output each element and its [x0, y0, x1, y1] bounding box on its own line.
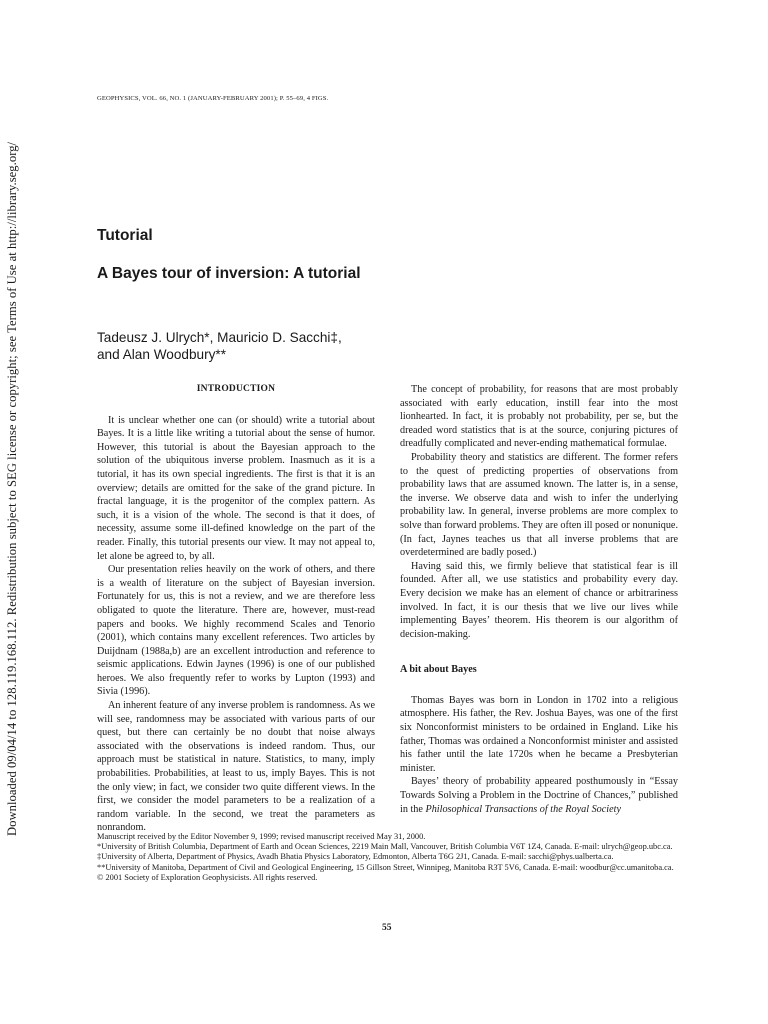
- copyright-notice: © 2001 Society of Exploration Geophysicists. All rights reserved.: [97, 872, 318, 882]
- paragraph: The concept of probability, for reasons that are most probably associated with early education, instill fear into the most lionhearted. In fact, it is probably not probability, per se, but the dreaded word statistics that is at the source, conjuring pictures of dreadfully complicated and never-ending mathematical formulae.: [400, 384, 678, 450]
- paragraph: An inherent feature of any inverse problem is randomness. As we will see, randomness may be associated with various parts of our quest, but there can certainly be no doubt that noise always associated with the observations is indeed random. Thus, our approach must be statistical in nature. Statistics, to many, imply probabilities. Probabilities, at least to us, imply Bayes. This is not the only view; in fact, we consider two quite different views. In the first, we consider the model parameters to be a realization of a random variable. In the second, we treat the parameters as nonrandom.: [97, 700, 375, 834]
- paragraph: Our presentation relies heavily on the work of others, and there is a wealth of literature on the subject of Bayesian inversion. Fortunately for us, this is not a review, and we are therefore less obligated to quote the literature. There are, however, must-read papers and books. We highly recommend Scales and Tenorio (2001), which contains many excellent references. Two articles by Duijdnam (1988a,b) are an excellent introduction and reference to seismic applications. Edwin Jaynes (1996) is one of our published heroes. We also frequently refer to works by Lupton (1993) and Sivia (1996).: [97, 564, 375, 698]
- footnote: ‡University of Alberta, Department of Physics, Avadh Bhatia Physics Laboratory, Edmonton, Alberta T6G 2J1, Canada. E-mail: sacchi@phys.ualberta.ca.: [97, 852, 614, 862]
- paragraph: [400, 775, 678, 816]
- left-column: [97, 383, 375, 835]
- paragraph-text: Bayes’ theory of probability appeared posthumously in “Essay Towards Solving a Problem in the Doctrine of Chances,” published in the: [400, 776, 678, 815]
- journal-name: Philosophical Transactions of the Royal Society: [425, 803, 621, 815]
- journal-header: GEOPHYSICS, VOL. 66, NO. 1 (JANUARY-FEBRUARY 2001); P. 55–69, 4 FIGS.: [97, 95, 329, 102]
- introduction-heading: INTRODUCTION: [196, 384, 276, 394]
- download-notice: [0, 0, 22, 1024]
- bayes-subheading: A bit about Bayes: [400, 664, 477, 676]
- footnote: Manuscript received by the Editor November 9, 1999; revised manuscript received May 31, 2000.: [97, 832, 426, 841]
- author-list: [97, 329, 342, 363]
- footnote: *University of British Columbia, Department of Earth and Ocean Sciences, 2219 Main Mall, Vancouver, British Columbia V6T 1Z4, Canada. E-mail: ulrych@geop.ubc.ca.: [97, 842, 673, 852]
- article-title: A Bayes tour of inversion: A tutorial: [97, 265, 361, 282]
- footnotes: [97, 832, 680, 883]
- paragraph: Thomas Bayes was born in London in 1702 into a religious atmosphere. His father, the Rev. Joshua Bayes, was one of the first six Nonconformist ministers to be ordained in England. Like his father, Thomas was ordained a Nonconformist minister and assisted his father until the late 1720s when he became a Presbyterian minister.: [400, 694, 678, 774]
- paragraph: It is unclear whether one can (or should) write a tutorial about Bayes. It is a little like writing a tutorial about the sense of humor. However, this tutorial is about the Bayesian approach to the solution of the ubiquitous inverse problem. Inasmuch as it is a tutorial, it has its own special ingredients. The first is that it is an overview; details are omitted for the sake of the grand picture. In fractal language, it is the progenitor of the complex pattern. As such, it is a vision of the whole. The second is that it does, of necessity, assume some ill-defined knowledge on the part of the reader. Finally, this tutorial presents our view. It may not appeal to, let alone be agreed to, by all.: [97, 414, 375, 562]
- download-notice-text: Downloaded 09/04/14 to 128.119.168.112. Redistribution subject to SEG license or copyright; see Terms of Use at http://library.seg.org/: [5, 141, 19, 836]
- section-label: Tutorial: [97, 227, 153, 244]
- right-column: [400, 383, 678, 816]
- footnote: **University of Manitoba, Department of Civil and Geological Engineering, 15 Gillson Street, Winnipeg, Manitoba R3T 5V6, Canada. E-mail: woodbur@cc.umanitoba.ca.: [97, 862, 674, 872]
- author-line-1: Tadeusz J. Ulrych*, Mauricio D. Sacchi‡,: [97, 330, 342, 345]
- paragraph: Probability theory and statistics are different. The former refers to the quest of predicting properties of observations from probability laws that are assumed known. The latter is, in a sense, the inverse. We observe data and wish to infer the underlying probability law. In general, inverse problems are more complex to solve than forward problems. They are often ill posed or nonunique. (In fact, Jaynes teaches us that all inverse problems that are overdetermined are badly posed.): [400, 451, 678, 559]
- page-number: 55: [382, 923, 392, 933]
- author-line-2: and Alan Woodbury**: [97, 347, 226, 362]
- paragraph: Having said this, we firmly believe that statistical fear is ill founded. After all, we use statistics and probability every day. Every decision we make has an element of chance or arbitrariness involved. In fact, it is our thesis that we live our lives while implementing Bayes’ theorem. His theorem is our algorithm of decision-making.: [400, 560, 678, 640]
